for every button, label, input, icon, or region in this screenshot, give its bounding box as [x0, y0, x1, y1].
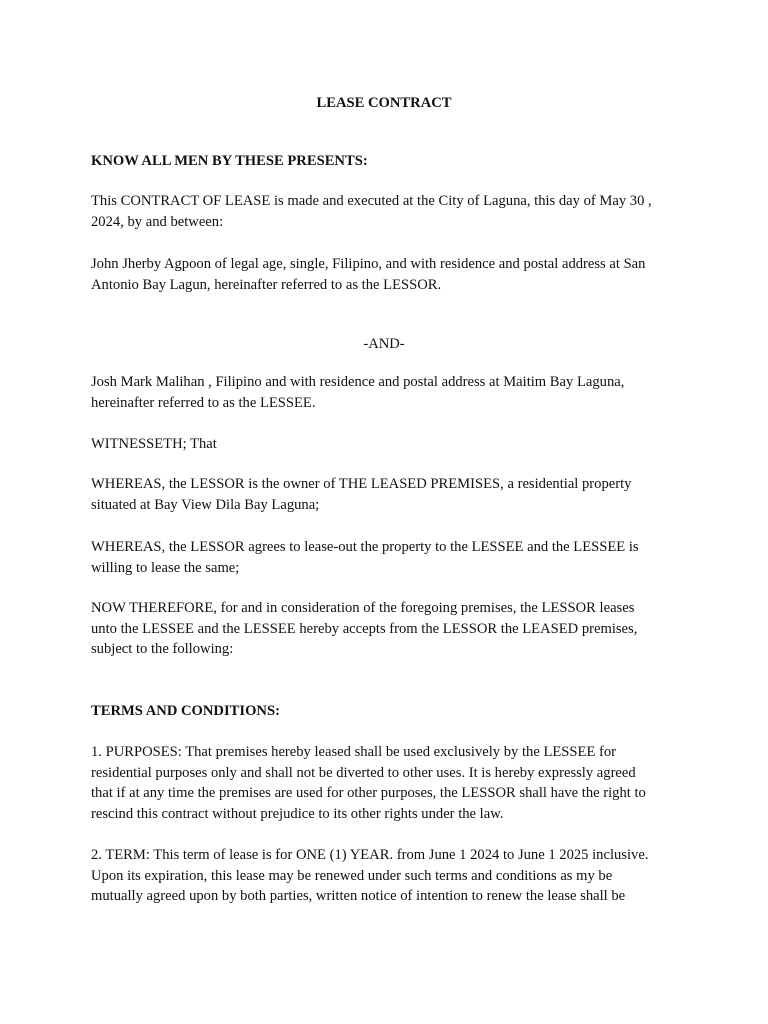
terms-heading: TERMS AND CONDITIONS:	[91, 703, 280, 719]
preamble-heading: KNOW ALL MEN BY THESE PRESENTS:	[91, 153, 368, 169]
whereas-agree-paragraph	[91, 537, 681, 578]
text-line: subject to the following:	[91, 641, 234, 658]
text-line: unto the LESSEE and the LESSEE hereby accepts from the LESSOR the LEASED premises,	[91, 620, 638, 637]
term-purposes-paragraph	[91, 742, 681, 824]
whereas-owner-paragraph	[91, 474, 681, 515]
text-line: This CONTRACT OF LEASE is made and executed at the City of Laguna, this day of May 30 ,	[91, 193, 652, 209]
lessor-paragraph	[91, 254, 681, 295]
document-title: LEASE CONTRACT	[316, 95, 452, 111]
text-line: willing to lease the same;	[91, 559, 240, 576]
text-line: rescind this contract without prejudice to its other rights under the law.	[91, 805, 504, 822]
witnesseth-line: WITNESSETH; That	[91, 436, 217, 452]
text-line: John Jherby Agpoon of legal age, single, Filipino, and with residence and postal address at San	[91, 256, 646, 272]
text-line: WHEREAS, the LESSOR is the owner of THE LEASED PREMISES, a residential property	[91, 476, 632, 492]
text-line: Josh Mark Malihan , Filipino and with residence and postal address at Maitim Bay Laguna,	[91, 374, 625, 390]
text-line: 2. TERM: This term of lease is for ONE (1) YEAR. from June 1 2024 to June 1 2025 inclusive.	[91, 847, 649, 863]
text-line: Antonio Bay Lagun, hereinafter referred to as the LESSOR.	[91, 276, 442, 293]
and-separator: -AND-	[363, 336, 405, 352]
now-therefore-paragraph	[91, 598, 681, 660]
text-line: residential purposes only and shall not be diverted to other uses. It is hereby expressly agreed	[91, 764, 636, 781]
text-line: Upon its expiration, this lease may be renewed under such terms and conditions as my be	[91, 867, 613, 884]
text-line: mutually agreed upon by both parties, written notice of intention to renew the lease shall be	[91, 888, 626, 905]
intro-paragraph	[91, 191, 681, 232]
term-duration-paragraph	[91, 845, 681, 907]
text-line: 2024, by and between:	[91, 213, 224, 230]
text-line: NOW THEREFORE, for and in consideration of the foregoing premises, the LESSOR leases	[91, 600, 635, 616]
text-line: hereinafter referred to as the LESSEE.	[91, 394, 316, 411]
text-line: situated at Bay View Dila Bay Laguna;	[91, 496, 320, 513]
text-line: 1. PURPOSES: That premises hereby leased shall be used exclusively by the LESSEE for	[91, 744, 617, 760]
lessee-paragraph	[91, 372, 681, 413]
text-line: that if at any time the premises are used for other purposes, the LESSOR shall have the right to	[91, 785, 646, 802]
text-line: WHEREAS, the LESSOR agrees to lease-out the property to the LESSEE and the LESSEE is	[91, 539, 639, 555]
